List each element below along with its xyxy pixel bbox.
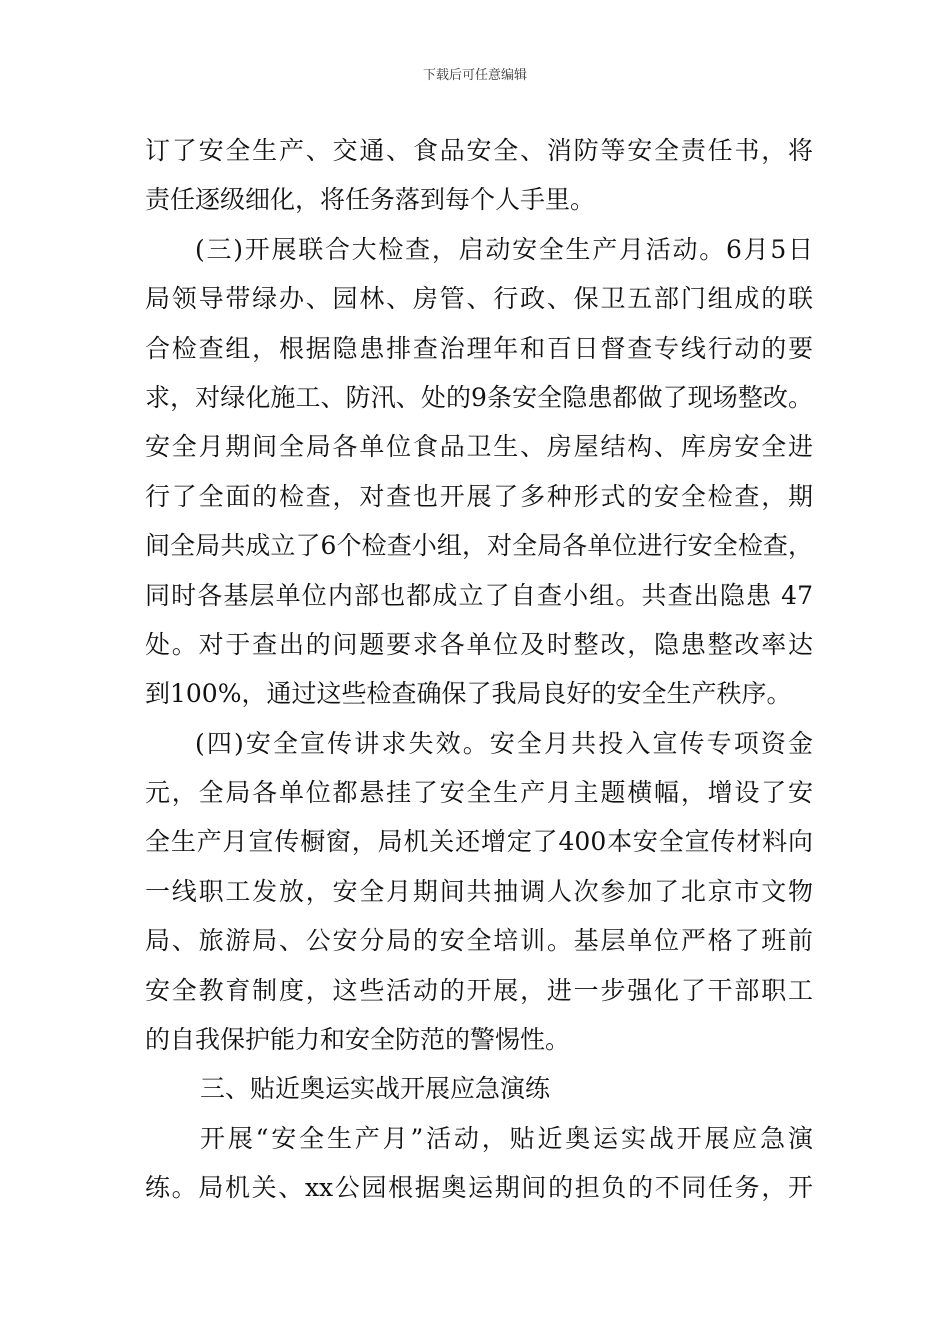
text-line: 订了安全生产、交通、食品安全、消防等安全责任书，将	[145, 136, 813, 165]
paragraph-start-line: (三)开展联合大检查，启动安全生产月活动。6月5日	[195, 234, 813, 264]
paragraph-start-line: 开展“安全生产月”活动，贴近奥运实战开展应急演	[200, 1123, 813, 1153]
text-line: 练。局机关、xx公园根据奥运期间的担负的不同任务，开	[145, 1173, 813, 1203]
text-line: 到100%，通过这些检查确保了我局良好的安全生产秩序。	[145, 679, 792, 709]
text-line: 处。对于查出的问题要求各单位及时整改，隐患整改率达	[145, 629, 813, 659]
text-line: 局、旅游局、公安分局的安全培训。基层单位严格了班前	[145, 926, 813, 956]
text-line: 全生产月宣传橱窗，局机关还增定了400本安全宣传材料向	[145, 827, 813, 857]
text-line: 一线职工发放，安全月期间共抽调人次参加了北京市文物	[145, 876, 813, 906]
text-line: 行了全面的检查，对查也开展了多种形式的安全检查，期	[145, 481, 813, 511]
section-heading: 三、贴近奥运实战开展应急演练	[200, 1074, 551, 1104]
text-line: 的自我保护能力和安全防范的警惕性。	[145, 1025, 571, 1055]
text-line: 间全局共成立了6个检查小组，对全局各单位进行安全检查，	[145, 531, 813, 561]
text-line: 元，全局各单位都悬挂了安全生产月主题横幅，增设了安	[145, 778, 813, 808]
paragraph-start-line: (四)安全宣传讲求失效。安全月共投入宣传专项资金	[195, 728, 813, 758]
text-line: 求，对绿化施工、防汛、处的9条安全隐患都做了现场整改。	[145, 382, 813, 412]
text-line: 安全教育制度，这些活动的开展，进一步强化了干部职工	[145, 975, 813, 1005]
text-line: 安全月期间全局各单位食品卫生、房屋结构、库房安全进	[145, 432, 813, 462]
text-line: 局领导带绿办、园林、房管、行政、保卫五部门组成的联	[145, 284, 813, 314]
page-header: 下载后可任意编辑	[422, 68, 527, 83]
document-body	[145, 126, 813, 1213]
text-line: 合检查组，根据隐患排查治理年和百日督查专线行动的要	[145, 333, 813, 363]
text-line: 责任逐级细化，将任务落到每个人手里。	[145, 185, 596, 215]
text-line: 同时各基层单位内部也都成立了自查小组。共查出隐患 47	[145, 580, 813, 610]
